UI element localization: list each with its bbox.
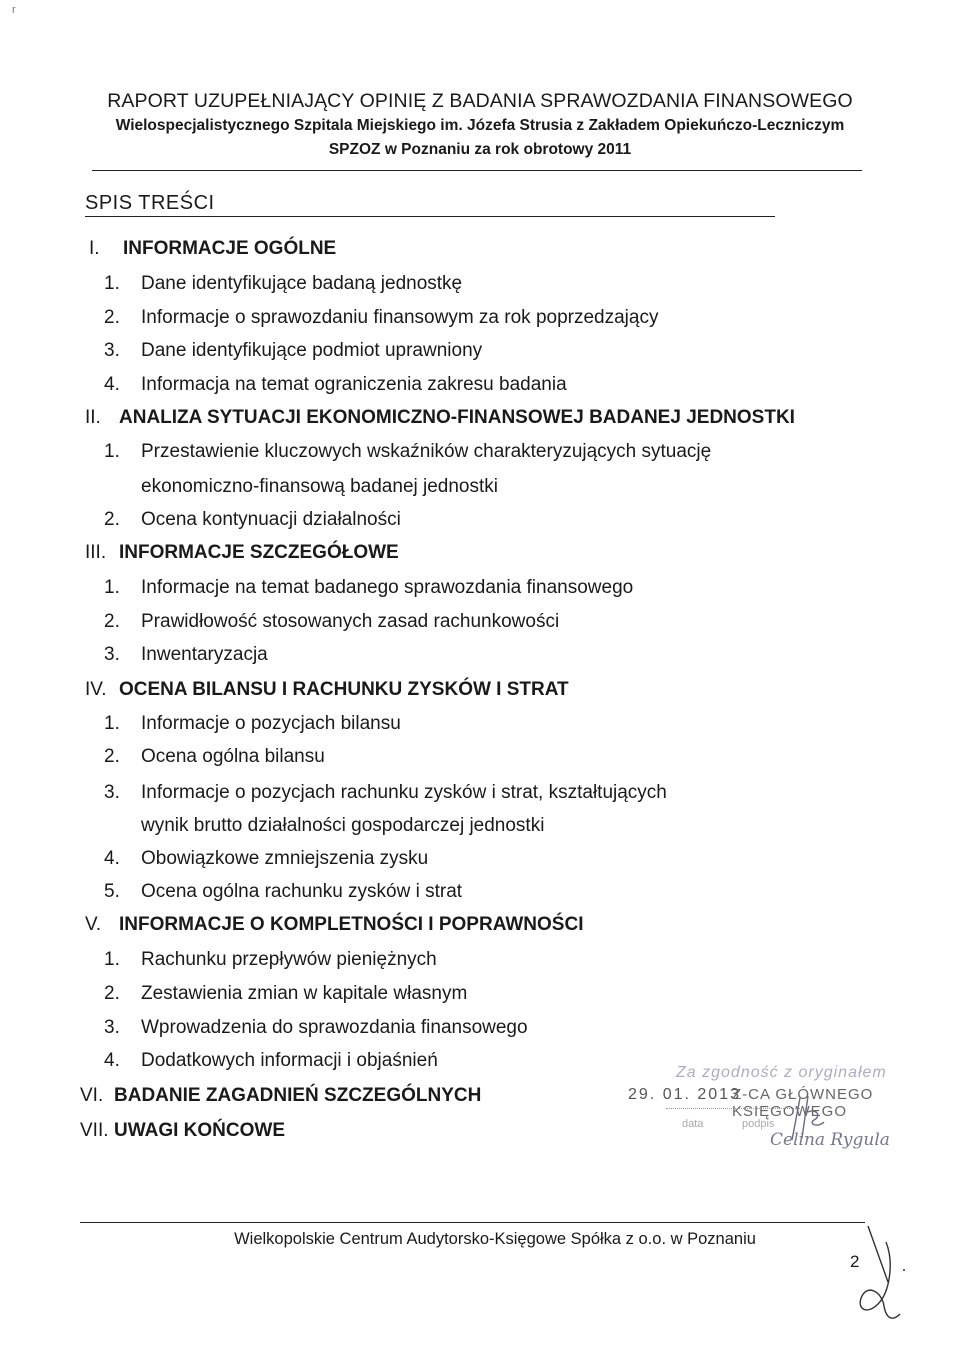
certification-stamp [628,1064,918,1164]
section-number: V. [85,914,102,935]
item-text: Rachunku przepływów pieniężnych [141,949,437,970]
stamp-label-date: data [682,1118,704,1130]
item-number: 1. [104,441,120,462]
report-header [0,90,960,159]
footer-company: Wielkopolskie Centrum Audytorsko-Księgowe Spółka z o.o. w Poznaniu [234,1230,756,1248]
section-title: BADANIE ZAGADNIEŃ SZCZEGÓLNYCH [114,1085,482,1106]
toc-item-continuation: ekonomiczno-finansową badanej jednostki [141,476,499,497]
toc-title-underline [85,216,775,217]
item-number: 1. [104,577,120,598]
toc-item [104,307,658,329]
item-text: Ocena kontynuacji działalności [141,509,401,530]
stamp-date: 29. 01. 2013 [628,1086,741,1103]
item-text: Dane identyfikujące badaną jednostkę [141,273,463,294]
toc-item [104,273,462,295]
item-text: Informacje o pozycjach rachunku zysków i strat, kształtujących [141,782,667,803]
initials-signature [848,1222,908,1332]
item-text: Informacje na temat badanego sprawozdania finansowego [141,577,634,598]
stamp-label-signature: podpis [742,1118,775,1130]
toc-section [80,1085,481,1107]
section-number: VI. [80,1085,104,1106]
item-number: 3. [104,340,120,361]
item-number: 2. [104,509,120,530]
item-number: 4. [104,848,120,869]
item-number: 3. [104,782,120,803]
toc-section [85,679,569,701]
item-number: 2. [104,307,120,328]
item-text: Prawidłowość stosowanych zasad rachunkowości [141,611,560,632]
item-text: Dodatkowych informacji i objaśnień [141,1050,438,1071]
toc-section [85,914,583,936]
toc-item [104,1050,438,1072]
item-text: Informacje o pozycjach bilansu [141,713,401,734]
toc-section [80,1120,285,1142]
toc-item [104,374,567,396]
toc-item [104,340,482,362]
toc-item [104,509,401,531]
toc-item [104,983,467,1005]
toc-title: SPIS TREŚCI [85,192,215,214]
toc-item [104,713,401,735]
toc-item-continuation: wynik brutto działalności gospodarczej jednostki [141,815,545,836]
report-period: SPZOZ w Poznaniu za rok obrotowy 2011 [328,141,632,158]
item-number: 4. [104,374,120,395]
item-number: 2. [104,983,120,1004]
stamp-name: Celina Rygula [770,1130,890,1150]
item-text: Dane identyfikujące podmiot uprawniony [141,340,483,361]
toc-item [104,611,559,633]
stamp-title: Z-CA GŁÓWNEGO KSIĘGOWEGO [732,1086,874,1120]
toc-section [85,542,399,564]
item-text: Zestawienia zmian w kapitale własnym [141,983,468,1004]
toc-item [104,1017,528,1039]
item-number: 5. [104,881,120,902]
toc-section [85,407,795,429]
header-divider [92,170,862,171]
item-text: Przestawienie kluczowych wskaźników charakteryzujących sytuację [141,441,712,462]
item-text: Inwentaryzacja [141,644,268,665]
item-number: 4. [104,1050,120,1071]
section-title: INFORMACJE OGÓLNE [123,238,337,259]
section-number: I. [89,238,100,259]
toc-item [104,746,325,768]
section-title: INFORMACJE O KOMPLETNOŚCI I POPRAWNOŚCI [119,914,584,935]
section-number: IV. [85,679,107,700]
item-text: Ocena ogólna rachunku zysków i strat [141,881,463,902]
toc-item [104,949,437,971]
section-title: OCENA BILANSU I RACHUNKU ZYSKÓW I STRAT [119,679,569,700]
item-number: 1. [104,713,120,734]
section-number: VII. [80,1120,109,1141]
footer-divider [80,1222,865,1223]
toc-section [89,238,336,260]
item-number: 1. [104,273,120,294]
item-number: 2. [104,746,120,767]
toc-item [104,644,268,666]
item-number: 1. [104,949,120,970]
section-number: III. [85,542,107,563]
toc-item [104,881,462,903]
report-title: RAPORT UZUPEŁNIAJĄCY OPINIĘ Z BADANIA SPRAWOZDANIA FINANSOWEGO [107,90,853,112]
item-text: Informacje o sprawozdaniu finansowym za rok poprzedzający [141,307,659,328]
item-text: Ocena ogólna bilansu [141,746,325,767]
report-entity: Wielospecjalistycznego Szpitala Miejskiego im. Józefa Strusia z Zakładem Opiekuńczo-Leczniczym [115,117,845,134]
section-number: II. [85,407,101,428]
section-title: UWAGI KOŃCOWE [114,1120,285,1141]
item-text: Wprowadzenia do sprawozdania finansowego [141,1017,528,1038]
item-number: 3. [104,644,120,665]
page-number: 2 [850,1252,860,1271]
section-title: ANALIZA SYTUACJI EKONOMICZNO-FINANSOWEJ BADANEJ JEDNOSTKI [119,407,795,428]
scan-mark: r [12,4,16,16]
toc-item [104,441,711,463]
section-title: INFORMACJE SZCZEGÓŁOWE [119,542,399,563]
item-text: Informacja na temat ograniczenia zakresu badania [141,374,567,395]
toc-item [104,848,428,870]
stamp-certification-text: Za zgodność z oryginałem [676,1064,887,1081]
item-number: 3. [104,1017,120,1038]
item-text: Obowiązkowe zmniejszenia zysku [141,848,429,869]
toc-item [104,782,667,804]
item-number: 2. [104,611,120,632]
toc-item [104,577,633,599]
